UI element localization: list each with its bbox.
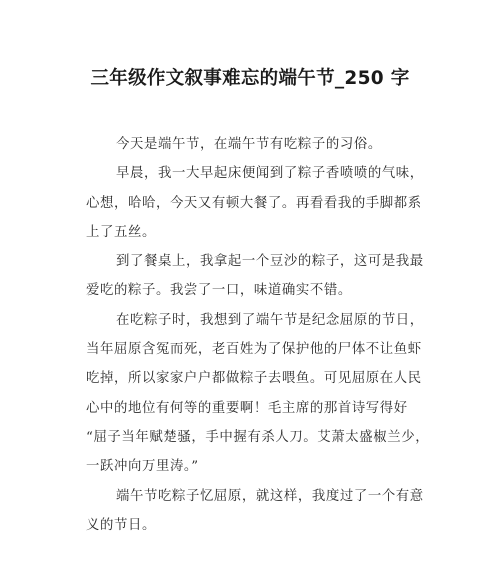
- paragraph-line: “屈子当年赋楚骚，手中握有杀人刀。艾萧太盛椒兰少，: [86, 429, 430, 445]
- paragraph-line: 上了五丝。: [86, 224, 156, 240]
- paragraph-line: 义的节日。: [86, 517, 156, 533]
- document-title: 三年级作文叙事难忘的端午节_250 字: [90, 68, 410, 89]
- paragraph-line: 端午节吃粽子忆屈原，就这样，我度过了一个有意: [116, 488, 424, 504]
- paragraph-line: 到了餐桌上，我拿起一个豆沙的粽子，这可是我最: [116, 254, 424, 270]
- paragraph-line: 在吃粽子时，我想到了端午节是纪念屈原的节日，: [116, 312, 424, 328]
- paragraph-line: 心中的地位有何等的重要啊！毛主席的那首诗写得好: [86, 400, 408, 416]
- paragraph-line: 早晨，我一大早起床便闻到了粽子香喷喷的气味，: [116, 166, 424, 182]
- paragraph-line: 心想，哈哈，今天又有顿大餐了。再看看我的手脚都系: [86, 195, 422, 211]
- paragraph-line: 吃掉，所以家家户户都做粽子去喂鱼。可见屈原在人民: [86, 371, 422, 387]
- document-body: [86, 130, 430, 540]
- paragraph-line: 一跃冲向万里涛。”: [86, 459, 199, 475]
- paragraph-line: 爱吃的粽子。我尝了一口，味道确实不错。: [86, 283, 352, 299]
- paragraph-line: 当年屈原含冤而死，老百姓为了保护他的尸体不让鱼虾: [86, 342, 422, 358]
- paragraph-line: 今天是端午节，在端午节有吃粽子的习俗。: [116, 137, 382, 152]
